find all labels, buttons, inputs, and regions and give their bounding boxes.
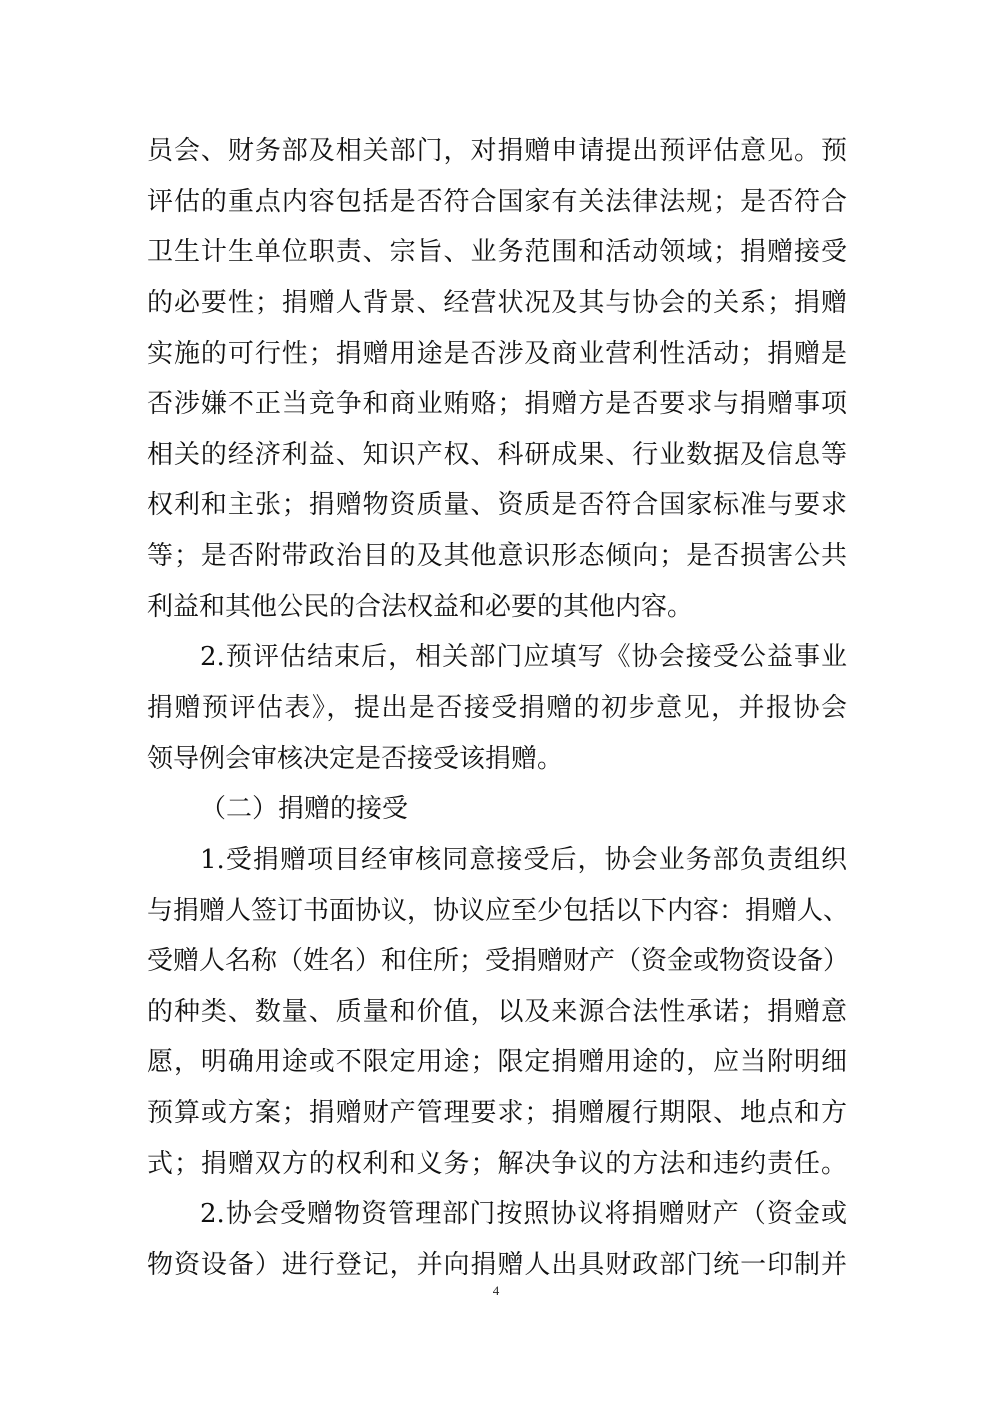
text-line: 相关的经济利益、知识产权、科研成果、行业数据及信息等 bbox=[147, 440, 847, 470]
section-heading: （二）捐赠的接受 bbox=[200, 794, 409, 824]
text-line: 利益和其他公民的合法权益和必要的其他内容。 bbox=[147, 592, 694, 622]
text-line: 实施的可行性；捐赠用途是否涉及商业营利性活动；捐赠是 bbox=[147, 339, 847, 369]
text-line: 领导例会审核决定是否接受该捐赠。 bbox=[147, 744, 564, 774]
text-line: 预算或方案；捐赠财产管理要求；捐赠履行期限、地点和方 bbox=[147, 1098, 847, 1128]
page-number: 4 bbox=[492, 1283, 500, 1298]
text-line: 否涉嫌不正当竞争和商业贿赂；捐赠方是否要求与捐赠事项 bbox=[147, 389, 847, 419]
text-line: 1.受捐赠项目经审核同意接受后，协会业务部负责组织 bbox=[200, 845, 847, 875]
text-line: 与捐赠人签订书面协议，协议应至少包括以下内容：捐赠人、 bbox=[147, 896, 850, 926]
text-line: 权利和主张；捐赠物资质量、资质是否符合国家标准与要求 bbox=[147, 490, 847, 520]
text-line: 式；捐赠双方的权利和义务；解决争议的方法和违约责任。 bbox=[147, 1149, 847, 1179]
text-line: 受赠人名称（姓名）和住所；受捐赠财产（资金或物资设备） bbox=[147, 946, 850, 976]
text-line: 评估的重点内容包括是否符合国家有关法律法规；是否符合 bbox=[147, 187, 847, 217]
text-line: 2.协会受赠物资管理部门按照协议将捐赠财产（资金或 bbox=[200, 1199, 847, 1229]
text-line: 员会、财务部及相关部门，对捐赠申请提出预评估意见。预 bbox=[147, 136, 847, 166]
text-line: 等；是否附带政治目的及其他意识形态倾向；是否损害公共 bbox=[147, 541, 847, 571]
text-line: 物资设备）进行登记，并向捐赠人出具财政部门统一印制并 bbox=[147, 1250, 847, 1280]
text-line: 2.预评估结束后，相关部门应填写《协会接受公益事业 bbox=[200, 642, 847, 672]
text-line: 捐赠预评估表》，提出是否接受捐赠的初步意见，并报协会 bbox=[147, 693, 847, 723]
text-line: 的种类、数量、质量和价值，以及来源合法性承诺；捐赠意 bbox=[147, 997, 847, 1027]
text-line: 卫生计生单位职责、宗旨、业务范围和活动领域；捐赠接受 bbox=[147, 237, 847, 267]
text-line: 的必要性；捐赠人背景、经营状况及其与协会的关系；捐赠 bbox=[147, 288, 847, 318]
text-line: 愿，明确用途或不限定用途；限定捐赠用途的，应当附明细 bbox=[147, 1047, 847, 1077]
